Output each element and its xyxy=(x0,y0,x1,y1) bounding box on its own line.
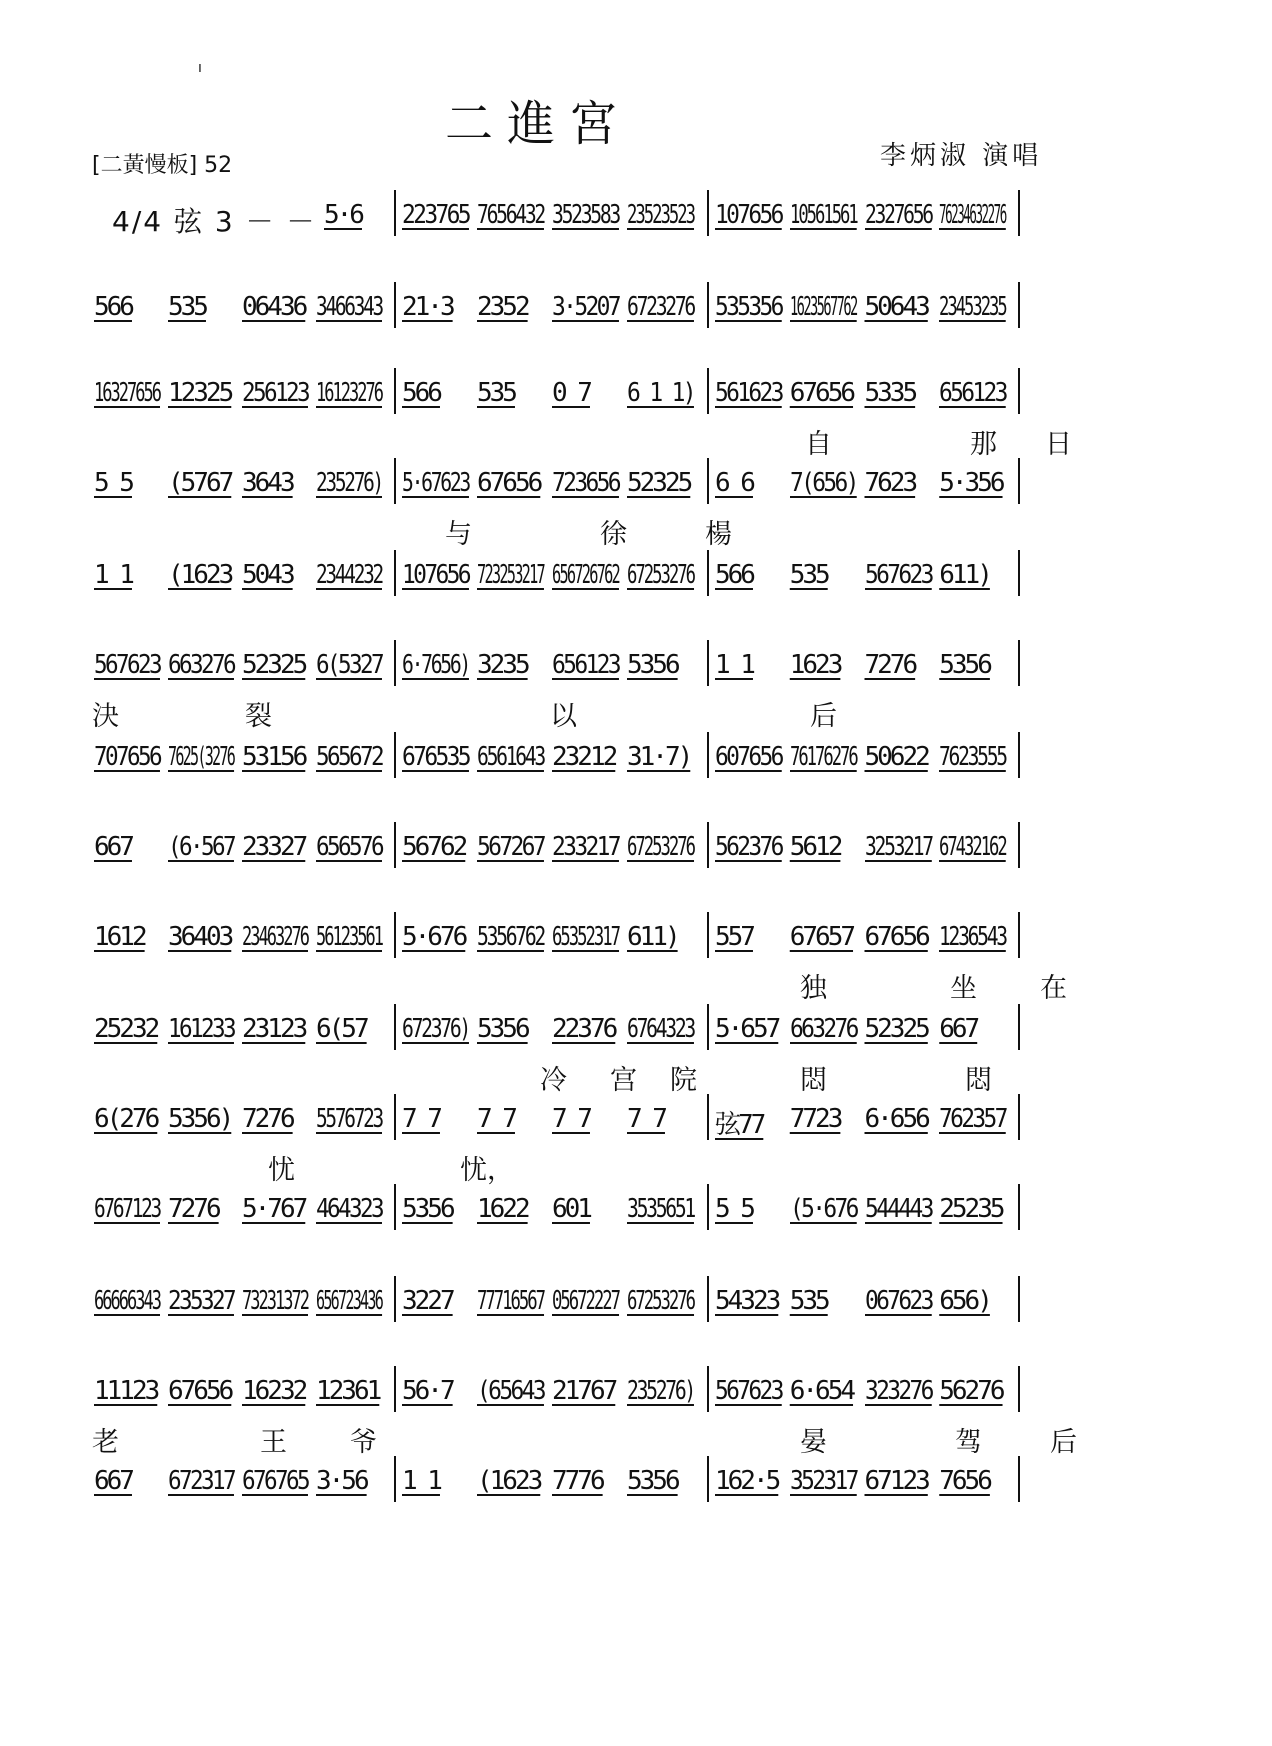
note-group: (65643 xyxy=(477,1376,544,1406)
note-group: 5356 xyxy=(402,1194,453,1224)
bar-line xyxy=(707,458,709,504)
note-group: 56762 xyxy=(402,832,466,862)
bar-line xyxy=(1018,1184,1020,1230)
note-group: 31·7) xyxy=(627,742,691,772)
note-group: (1623 xyxy=(477,1466,541,1496)
note-group: 676765 xyxy=(242,1466,308,1496)
note-group: 16327656 xyxy=(94,378,161,408)
bar-line xyxy=(1018,1366,1020,1412)
note-group: 464323 xyxy=(316,1194,382,1224)
note-group: 56123561 xyxy=(316,922,383,952)
note-group: 656723436 xyxy=(316,1286,383,1316)
note-group: 162·5 xyxy=(715,1466,779,1496)
notation-row xyxy=(0,1004,1272,1094)
note-group: 67253276 xyxy=(627,560,695,590)
note-group: 7656432 xyxy=(477,200,544,230)
bar-line xyxy=(1018,1456,1020,1502)
lyric-char: 在 xyxy=(1040,973,1067,1004)
bar-line xyxy=(394,1276,396,1322)
note-group: 06436 xyxy=(242,292,306,322)
bar-line xyxy=(1018,732,1020,778)
note-group: 50643 xyxy=(864,292,928,322)
note-group: 3643 xyxy=(242,468,293,498)
note-group: 5356 xyxy=(939,650,990,680)
bar-line xyxy=(1018,458,1020,504)
note-group: 77716567 xyxy=(477,1286,545,1316)
note-group: 7623555 xyxy=(939,742,1007,772)
note-group: 50622 xyxy=(864,742,928,772)
note-group: 656) xyxy=(939,1286,990,1316)
note-group: 16232 xyxy=(242,1376,306,1406)
lyric-char: 那 xyxy=(970,429,997,460)
lyric-char: 悶 xyxy=(965,1065,992,1096)
note-group: 5·767 xyxy=(242,1194,306,1224)
note-group: 7 7 xyxy=(402,1104,440,1134)
note-group: 235276) xyxy=(627,1376,694,1406)
note-group: 3·5207 xyxy=(552,292,619,322)
note-group: 3227 xyxy=(402,1286,453,1316)
notation-row xyxy=(0,1184,1272,1274)
note-group: 56276 xyxy=(939,1376,1003,1406)
notation-row xyxy=(0,550,1272,640)
note-group: 3523583 xyxy=(552,200,619,230)
note-group: 611) xyxy=(939,560,990,590)
note-group: 7625(3276 xyxy=(168,742,235,772)
bar-line xyxy=(1018,282,1020,328)
note-group: 3535651 xyxy=(627,1194,694,1224)
lyric-char: 日 xyxy=(1045,429,1072,460)
bar-line xyxy=(394,912,396,958)
note-group: 7623 xyxy=(864,468,916,498)
lyric-char: 宫 xyxy=(610,1065,637,1096)
notation-row xyxy=(0,282,1272,372)
bar-line xyxy=(707,550,709,596)
top-mark: ı xyxy=(198,60,202,76)
bar-line xyxy=(394,822,396,868)
note-group: 567267 xyxy=(477,832,544,862)
note-group: 235276) xyxy=(316,468,382,498)
score-title: 二進宮 xyxy=(445,96,632,152)
note-group: 6767123 xyxy=(94,1194,160,1224)
note-group: 67253276 xyxy=(627,832,695,862)
note-group: 5356 xyxy=(627,1466,678,1496)
note-group: 7723 xyxy=(789,1104,841,1134)
bar-line xyxy=(394,1366,396,1412)
note-group: 7656 xyxy=(939,1466,990,1496)
bar-line xyxy=(707,822,709,868)
note-group: 7 7 xyxy=(552,1104,590,1134)
bar-line xyxy=(1018,550,1020,596)
note-group: 656123 xyxy=(552,650,619,680)
note-group: 6(57 xyxy=(316,1014,367,1044)
lyric-char: 楊 xyxy=(705,519,732,550)
note-group: 667 xyxy=(94,832,132,862)
note-group: 23327 xyxy=(242,832,306,862)
bar-line xyxy=(394,282,396,328)
note-group: 5 5 xyxy=(94,468,132,498)
note-group: 223765 xyxy=(402,200,469,230)
note-group: 535 xyxy=(168,292,206,322)
bar-line xyxy=(1018,912,1020,958)
note-group: (6·567 xyxy=(168,832,234,862)
notation-row xyxy=(0,190,1272,280)
note-group: 65352317 xyxy=(552,922,620,952)
bar-line xyxy=(707,282,709,328)
note-group: 663276 xyxy=(168,650,234,680)
note-group: 2352 xyxy=(477,292,528,322)
notation-row xyxy=(0,458,1272,548)
note-group: 67432162 xyxy=(939,832,1006,862)
bar-line xyxy=(707,1004,709,1050)
note-group: 弦77 xyxy=(715,1110,764,1140)
bar-line xyxy=(707,1094,709,1140)
note-group: 352317 xyxy=(789,1466,857,1496)
bar-line xyxy=(1018,190,1020,236)
note-group: 7276 xyxy=(864,650,916,680)
bar-line xyxy=(707,1276,709,1322)
note-group: 5335 xyxy=(864,378,916,408)
lyric-char: 悶 xyxy=(800,1065,827,1096)
note-group: 7776 xyxy=(552,1466,603,1496)
notation-row xyxy=(0,822,1272,912)
note-group: 5·676 xyxy=(402,922,466,952)
note-group: 323276 xyxy=(864,1376,932,1406)
note-group: 67657 xyxy=(789,922,854,952)
note-group: 2344232 xyxy=(316,560,382,590)
note-group: 25232 xyxy=(94,1014,158,1044)
note-group: 3235 xyxy=(477,650,528,680)
note-group: 11123 xyxy=(94,1376,158,1406)
note-group: 566 xyxy=(94,292,132,322)
lyric-char: 老 xyxy=(92,1427,119,1458)
note-group: 762357 xyxy=(939,1104,1006,1134)
notation-row xyxy=(0,732,1272,822)
note-group: 6(5327 xyxy=(316,650,382,680)
note-group: 656726762 xyxy=(552,560,619,590)
note-group: 21767 xyxy=(552,1376,616,1406)
note-group: 676535 xyxy=(402,742,469,772)
bar-line xyxy=(1018,640,1020,686)
note-group: 567623 xyxy=(94,650,160,680)
lyric-char: 王 xyxy=(260,1427,287,1458)
note-group: 5·657 xyxy=(715,1014,779,1044)
note-group: 56·7 xyxy=(402,1376,453,1406)
note-group: 5 5 xyxy=(715,1194,753,1224)
note-group: 67123 xyxy=(864,1466,928,1496)
bar-line xyxy=(394,190,396,236)
performer-credit: 李炳淑 演唱 xyxy=(880,141,1043,171)
note-group: 161233 xyxy=(168,1014,234,1044)
bar-line xyxy=(707,1366,709,1412)
note-group: 22376 xyxy=(552,1014,616,1044)
lyric-char: 爷 xyxy=(350,1427,377,1458)
bar-line xyxy=(707,732,709,778)
lyric-char: 后 xyxy=(1050,1427,1077,1458)
lyric-char: 与 xyxy=(445,519,472,550)
note-group: 52325 xyxy=(864,1014,928,1044)
notation-row xyxy=(0,912,1272,1002)
note-group: 12361 xyxy=(316,1376,380,1406)
note-group: 566 xyxy=(715,560,753,590)
time-signature-lead: 4/4 弦 3 － － xyxy=(112,205,317,238)
note-group: 561623 xyxy=(715,378,782,408)
note-group: 611) xyxy=(627,922,678,952)
bar-line xyxy=(394,1456,396,1502)
note-group: 16123276 xyxy=(316,378,383,408)
note-group: 67656 xyxy=(864,922,928,952)
lyric-char: 独 xyxy=(800,973,827,1004)
note-group: 6(276 xyxy=(94,1104,158,1134)
bar-line xyxy=(1018,1094,1020,1140)
note-group: 5356762 xyxy=(477,922,544,952)
note-group: 1236543 xyxy=(939,922,1007,952)
note-group: 76234632276 xyxy=(939,200,1007,230)
note-group: (1623 xyxy=(168,560,232,590)
note-group: 6 6 xyxy=(715,468,753,498)
note-group: 723253217 xyxy=(477,560,544,590)
note-group: 1623567762 xyxy=(789,292,857,322)
bar-line xyxy=(707,1456,709,1502)
note-group: 565672 xyxy=(316,742,382,772)
note-group: 656123 xyxy=(939,378,1006,408)
bar-line xyxy=(707,640,709,686)
note-group: 23463276 xyxy=(242,922,309,952)
note-group: 7 7 xyxy=(477,1104,515,1134)
note-group: 7276 xyxy=(242,1104,293,1134)
mode-tag: [二黃慢板] 52 xyxy=(92,153,233,178)
note-group: 566 xyxy=(402,378,440,408)
note-group: 3·56 xyxy=(316,1466,367,1496)
note-group: 2327656 xyxy=(864,200,932,230)
bar-line xyxy=(1018,368,1020,414)
note-group: 23123 xyxy=(242,1014,306,1044)
note-group: 7 7 xyxy=(627,1104,665,1134)
note-group: 5612 xyxy=(789,832,841,862)
lyric-char: 自 xyxy=(805,429,832,460)
notation-row xyxy=(0,1456,1272,1546)
note-group: 67656 xyxy=(789,378,854,408)
bar-line xyxy=(1018,822,1020,868)
note-group: 562376 xyxy=(715,832,782,862)
lyric-char: 后 xyxy=(810,701,837,732)
note-group: 1612 xyxy=(94,922,145,952)
note-group: 6 1 1) xyxy=(627,378,694,408)
bar-line xyxy=(394,550,396,596)
note-group: 5356 xyxy=(477,1014,528,1044)
note-group: 25235 xyxy=(939,1194,1003,1224)
lyric-char: 忧 xyxy=(268,1155,295,1186)
note-group: 107656 xyxy=(715,200,782,230)
note-group: 6764323 xyxy=(627,1014,694,1044)
bar-line xyxy=(707,190,709,236)
note-group: 544443 xyxy=(864,1194,932,1224)
note-group: 23523523 xyxy=(627,200,695,230)
note-group: 52325 xyxy=(242,650,306,680)
lyric-char: 坐 xyxy=(950,973,977,1004)
note-group: 663276 xyxy=(789,1014,857,1044)
note-group: 601 xyxy=(552,1194,590,1224)
note-group: 3253217 xyxy=(864,832,932,862)
bar-line xyxy=(707,1184,709,1230)
note-group: 23453235 xyxy=(939,292,1006,322)
note-group: 5·356 xyxy=(939,468,1003,498)
lyric-char: 以 xyxy=(550,701,577,732)
note-group: 67253276 xyxy=(627,1286,695,1316)
note-group: (5·676 xyxy=(789,1194,857,1224)
bar-line xyxy=(394,1184,396,1230)
note-group: 656576 xyxy=(316,832,382,862)
note-group: 5·6 xyxy=(324,200,362,230)
note-group: 535 xyxy=(477,378,515,408)
note-group: 672376) xyxy=(402,1014,469,1044)
note-group: 5356) xyxy=(168,1104,232,1134)
bar-line xyxy=(394,1004,396,1050)
note-group: 256123 xyxy=(242,378,308,408)
bar-line xyxy=(1018,1004,1020,1050)
note-group: 672317 xyxy=(168,1466,234,1496)
note-group: 1 1 xyxy=(94,560,132,590)
note-group: 12325 xyxy=(168,378,232,408)
note-group: 567623 xyxy=(715,1376,782,1406)
bar-line xyxy=(394,458,396,504)
note-group: 607656 xyxy=(715,742,782,772)
note-group: 535 xyxy=(789,1286,828,1316)
note-group: 557 xyxy=(715,922,753,952)
notation-row xyxy=(0,1094,1272,1184)
note-group: 067623 xyxy=(864,1286,932,1316)
bar-line xyxy=(394,1094,396,1140)
note-group: 67656 xyxy=(477,468,541,498)
note-group: 1 1 xyxy=(402,1466,440,1496)
note-group: 723656 xyxy=(552,468,619,498)
note-group: 1622 xyxy=(477,1194,528,1224)
note-group: 21·3 xyxy=(402,292,453,322)
note-group: 5356 xyxy=(627,650,678,680)
note-group: 53156 xyxy=(242,742,306,772)
note-group: 107656 xyxy=(402,560,469,590)
note-group: 67656 xyxy=(168,1376,232,1406)
note-group: 235327 xyxy=(168,1286,234,1316)
note-group: 5576723 xyxy=(316,1104,382,1134)
note-group: 54323 xyxy=(715,1286,779,1316)
note-group: 73231372 xyxy=(242,1286,309,1316)
note-group: 76176276 xyxy=(789,742,857,772)
bar-line xyxy=(394,368,396,414)
lyric-char: 晏 xyxy=(800,1427,827,1458)
bar-line xyxy=(707,368,709,414)
notation-row xyxy=(0,368,1272,458)
note-group: 7(656) xyxy=(789,468,857,498)
bar-line xyxy=(394,640,396,686)
lyric-char: 裂 xyxy=(245,701,272,732)
note-group: 5·67623 xyxy=(402,468,469,498)
note-group: 3466343 xyxy=(316,292,382,322)
note-group: 52325 xyxy=(627,468,691,498)
note-group: 535356 xyxy=(715,292,782,322)
note-group: 535 xyxy=(789,560,828,590)
note-group: 7276 xyxy=(168,1194,219,1224)
note-group: 667 xyxy=(94,1466,132,1496)
note-group: 1623 xyxy=(789,650,841,680)
note-group: 667 xyxy=(939,1014,978,1044)
note-group: 5043 xyxy=(242,560,293,590)
note-group: (5767 xyxy=(168,468,232,498)
note-group: 707656 xyxy=(94,742,160,772)
bar-line xyxy=(1018,1276,1020,1322)
notation-row xyxy=(0,640,1272,730)
notation-row xyxy=(0,1366,1272,1456)
note-group: 66666343 xyxy=(94,1286,161,1316)
note-group: 6·654 xyxy=(789,1376,854,1406)
bar-line xyxy=(707,912,709,958)
note-group: 567623 xyxy=(864,560,932,590)
note-group: 23212 xyxy=(552,742,616,772)
note-group: 0 7 xyxy=(552,378,590,408)
note-group: 233217 xyxy=(552,832,619,862)
note-group: 36403 xyxy=(168,922,232,952)
bar-line xyxy=(394,732,396,778)
lyric-char: 院 xyxy=(670,1065,697,1096)
note-group: 1 1 xyxy=(715,650,753,680)
lyric-char: 決 xyxy=(92,701,119,732)
note-group: 6·7656) xyxy=(402,650,469,680)
note-group: 10561561 xyxy=(789,200,857,230)
lyric-char: 徐 xyxy=(600,519,627,550)
note-group: 6723276 xyxy=(627,292,694,322)
note-group: 05672227 xyxy=(552,1286,620,1316)
lyric-char: 冷 xyxy=(540,1065,567,1096)
lyric-char: 忧， xyxy=(460,1155,514,1186)
notation-row xyxy=(0,1276,1272,1366)
note-group: 6·656 xyxy=(864,1104,928,1134)
lyric-char: 驾 xyxy=(955,1427,982,1458)
note-group: 6561643 xyxy=(477,742,544,772)
